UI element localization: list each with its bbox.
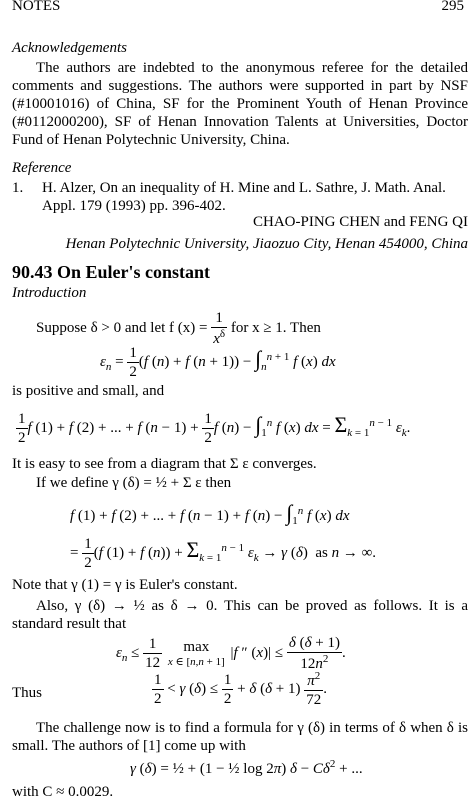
thus-label: Thus	[12, 685, 42, 701]
article-title: 90.43 On Euler's constant	[12, 262, 211, 282]
paragraph-define: If we define γ (δ) = ½ + Σ ε then	[36, 475, 232, 491]
intro-heading: Introduction	[12, 285, 87, 301]
paragraph-also: Also, γ (δ) → ½ as δ → 0. This can be proved as follows. It is a standard result that	[12, 598, 468, 632]
page-number: 295	[441, 0, 464, 14]
acknowledgements-text: The authors are indebted to the anonymous referee for the detailed comments and suggestions. The authors were supported in part by NSF (#10001016) of China, SF for the Prominent Youth of Henan Province (#0112000200), SF of Henan Innovation Talents at Universities, Doctor Fund of Henan Polytechnic University, China.	[12, 60, 468, 148]
for-x-text: for x ≥ 1. Then	[230, 319, 321, 336]
equation-formula: γ (δ) = ½ + (1 − ½ log 2π) $\delta - C\delta^2$ + ...	[130, 758, 363, 777]
equation-partial-sum: $\frac{1}{2}$ f (1) + f (2) + ... + f (n − 1) + $\frac{1}{2}$ f $(n) - \int_1^n$ f (x) dx = $\Sigma_{k = 1}^{n - 1}$ $\varepsilon_k$.	[18, 411, 411, 446]
equation-gamma-line1: f (1) + f (2) + ... + f (n − 1) + f $(n) - \int_1^n$ f (x) dx	[70, 500, 350, 527]
paragraph-positive: is positive and small, and	[12, 383, 165, 399]
equation-gamma-line2: = $\frac{1}{2}$ (f (1) + f $(n)) + \Sigma_{k = 1}^{n - 1}$ $\varepsilon_k \to \gamma$ (δ) as n → ∞.	[70, 536, 377, 571]
reference-text: H. Alzer, On an inequality of H. Mine and L. Sathre, J. Math. Anal. Appl. 179 (1993) pp. 396-402.	[42, 180, 446, 214]
equation-epsilon-n: $\varepsilon_n$ = $\frac{1}{2}$ (f (n) + f $(n + 1)) - \int_n^{n + 1}$ f (x) dx	[100, 345, 336, 380]
equation-bound: $\varepsilon_n$ ≤ $\frac{1}{12}$ max x ∈ [n,n + 1] |f ″ (x)| ≤ $\frac{\delta (\delta + 1)}{12n^2}$ .	[116, 635, 346, 672]
paragraph-challenge: The challenge now is to find a formula for γ (δ) in terms of δ when δ is small. The authors of [1] come up with	[12, 720, 468, 754]
author-names: CHAO-PING CHEN and FENG QI	[253, 214, 468, 230]
running-header-section: NOTES	[12, 0, 61, 14]
paragraph-constant: with C ≈ 0.0029.	[12, 784, 114, 800]
paragraph-suppose	[36, 309, 321, 348]
fraction-one-over-x-delta: $\frac{1}{x^\delta}$	[213, 310, 226, 347]
reference-number: 1.	[12, 180, 24, 196]
paragraph-euler-note: Note that γ (1) = γ is Euler's constant.	[12, 577, 238, 593]
paragraph-converges: It is easy to see from a diagram that Σ ε converges.	[12, 456, 317, 472]
suppose-text: Suppose δ > 0 and let f (x) =	[36, 319, 208, 336]
equation-gamma-bounds: $\frac{1}{2}$ < γ (δ) ≤ $\frac{1}{2}$ + δ (δ + 1) $\frac{\pi^2}{72}$ .	[154, 670, 328, 708]
author-affiliation: Henan Polytechnic University, Jiaozuo City, Henan 454000, China	[65, 236, 468, 252]
acknowledgements-heading: Acknowledgements	[12, 40, 127, 56]
reference-heading: Reference	[12, 160, 72, 176]
